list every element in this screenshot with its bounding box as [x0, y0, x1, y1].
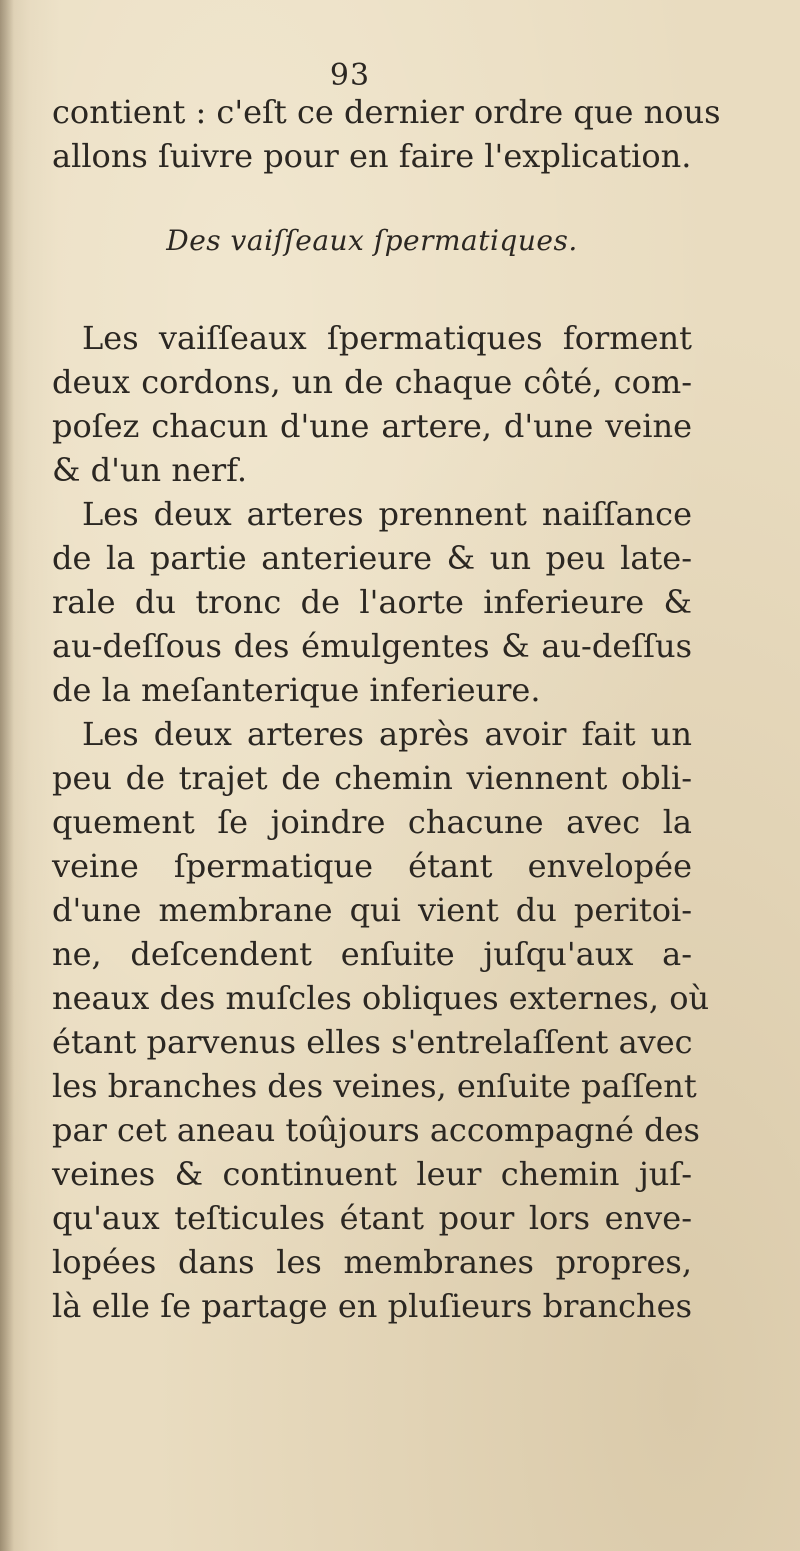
paragraph-line: poſez chacun d'une artere, d'une veine [52, 407, 692, 445]
paragraph-line: quement ſe joindre chacune avec la [52, 803, 692, 841]
paragraph-line: Les vaiſſeaux ſpermatiques forment [82, 319, 692, 357]
intro-line: allons ſuivre pour en faire l'explication. [52, 137, 692, 175]
paragraph-line: ne, deſcendent enſuite juſqu'aux a- [52, 935, 692, 973]
paragraph-line: étant parvenus elles s'entrelaſſent avec [52, 1023, 693, 1061]
paragraph-line: Les deux arteres prennent naiſſance [82, 495, 692, 533]
paragraph-line: de la meſanterique inferieure. [52, 671, 541, 709]
paragraph-line: de la partie anterieure & un peu late- [52, 539, 692, 577]
paragraph-line: rale du tronc de l'aorte inferieure & [52, 583, 692, 621]
paragraph-line: par cet aneau toûjours accompagné des [52, 1111, 700, 1149]
paragraph-line: deux cordons, un de chaque côté, com- [52, 363, 692, 401]
section-heading: Des vaiſſeaux ſpermatiques. [166, 224, 578, 257]
paragraph-line: Les deux arteres après avoir fait un [82, 715, 692, 753]
page-number: 93 [329, 58, 371, 93]
paragraph-line: neaux des muſcles obliques externes, où [52, 979, 710, 1017]
spine-shadow [0, 0, 14, 1551]
paragraph-line: là elle ſe partage en pluſieurs branches [52, 1287, 692, 1325]
paragraph-line: les branches des veines, enſuite paſſent [52, 1067, 697, 1105]
text-body [52, 90, 721, 1328]
paragraph-line: d'une membrane qui vient du peritoi- [52, 891, 692, 929]
intro-line: contient : c'eſt ce dernier ordre que nous [52, 93, 721, 131]
paragraph-line: peu de trajet de chemin viennent obli- [52, 759, 692, 797]
paragraph-line: veine ſpermatique étant envelopée [52, 847, 692, 885]
paragraph-line: au-deſſous des émulgentes & au-deſſus [52, 627, 692, 665]
paragraph-line: lopées dans les membranes propres, [52, 1243, 692, 1281]
paragraph-line: qu'aux teſticules étant pour lors enve- [52, 1199, 692, 1237]
paragraph-line: & d'un nerf. [52, 451, 248, 489]
paragraph-line: veines & continuent leur chemin juſ- [52, 1155, 692, 1193]
